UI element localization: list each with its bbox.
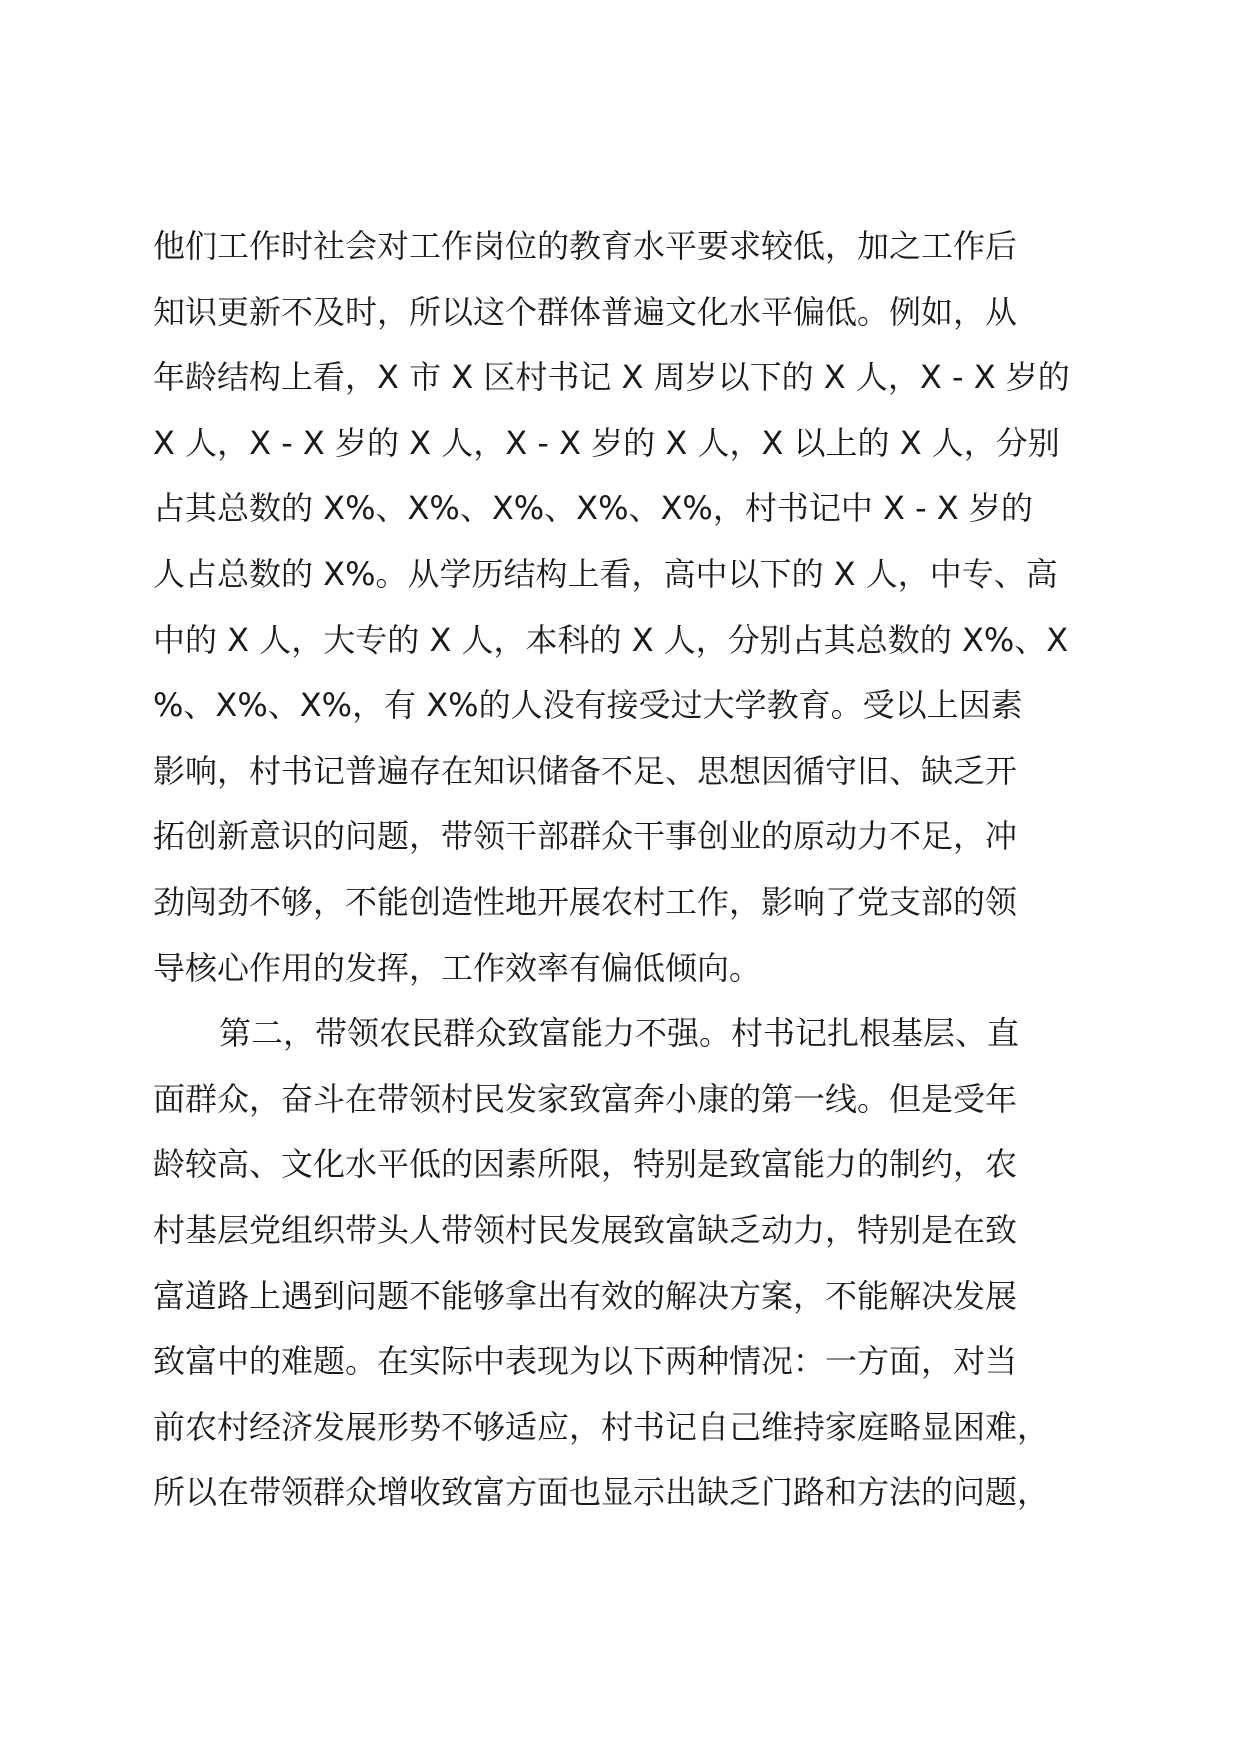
text-line: 所以在带领群众增收致富方面也显示出缺乏门路和方法的问题， (153, 1473, 1050, 1512)
paragraph-start-line: 第二，带领农民群众致富能力不强。村书记扎根基层、直 (219, 1014, 1020, 1053)
body-text (153, 214, 1093, 1526)
text-line: 导核心作用的发挥，工作效率有偏低倾向。 (153, 948, 762, 987)
text-line: 人占总数的 X%。从学历结构上看，高中以下的 X 人，中专、高 (153, 554, 1058, 593)
text-line: 前农村经济发展形势不够适应，村书记自己维持家庭略显困难， (153, 1407, 1050, 1446)
text-line: 劲闯劲不够，不能创造性地开展农村工作，影响了党支部的领 (153, 882, 1018, 921)
text-line: %、X%、X%，有 X%的人没有接受过大学教育。受以上因素 (153, 686, 1023, 725)
text-line: 龄较高、文化水平低的因素所限，特别是致富能力的制约，农 (153, 1145, 1018, 1184)
text-line: 富道路上遇到问题不能够拿出有效的解决方案，不能解决发展 (153, 1276, 1018, 1315)
text-line: X 人，X - X 岁的 X 人，X - X 岁的 X 人，X 以上的 X 人，分别 (153, 423, 1060, 462)
text-line: 影响，村书记普遍存在知识储备不足、思想因循守旧、缺乏开 (153, 751, 1018, 790)
text-line: 占其总数的 X%、X%、X%、X%、X%，村书记中 X - X 岁的 (153, 489, 1033, 528)
text-line: 面群众，奋斗在带领村民发家致富奔小康的第一线。但是受年 (153, 1079, 1018, 1118)
text-line: 中的 X 人，大专的 X 人，本科的 X 人，分别占其总数的 X%、X (153, 620, 1069, 659)
text-line: 致富中的难题。在实际中表现为以下两种情况：一方面，对当 (153, 1342, 1018, 1381)
text-line: 拓创新意识的问题，带领干部群众干事创业的原动力不足，冲 (153, 817, 1018, 856)
text-line: 知识更新不及时，所以这个群体普遍文化水平偏低。例如，从 (153, 292, 1018, 331)
text-line: 村基层党组织带头人带领村民发展致富缺乏动力，特别是在致 (153, 1210, 1018, 1249)
text-line: 他们工作时社会对工作岗位的教育水平要求较低，加之工作后 (153, 227, 1018, 265)
text-line: 年龄结构上看，X 市 X 区村书记 X 周岁以下的 X 人，X - X 岁的 (153, 358, 1070, 397)
